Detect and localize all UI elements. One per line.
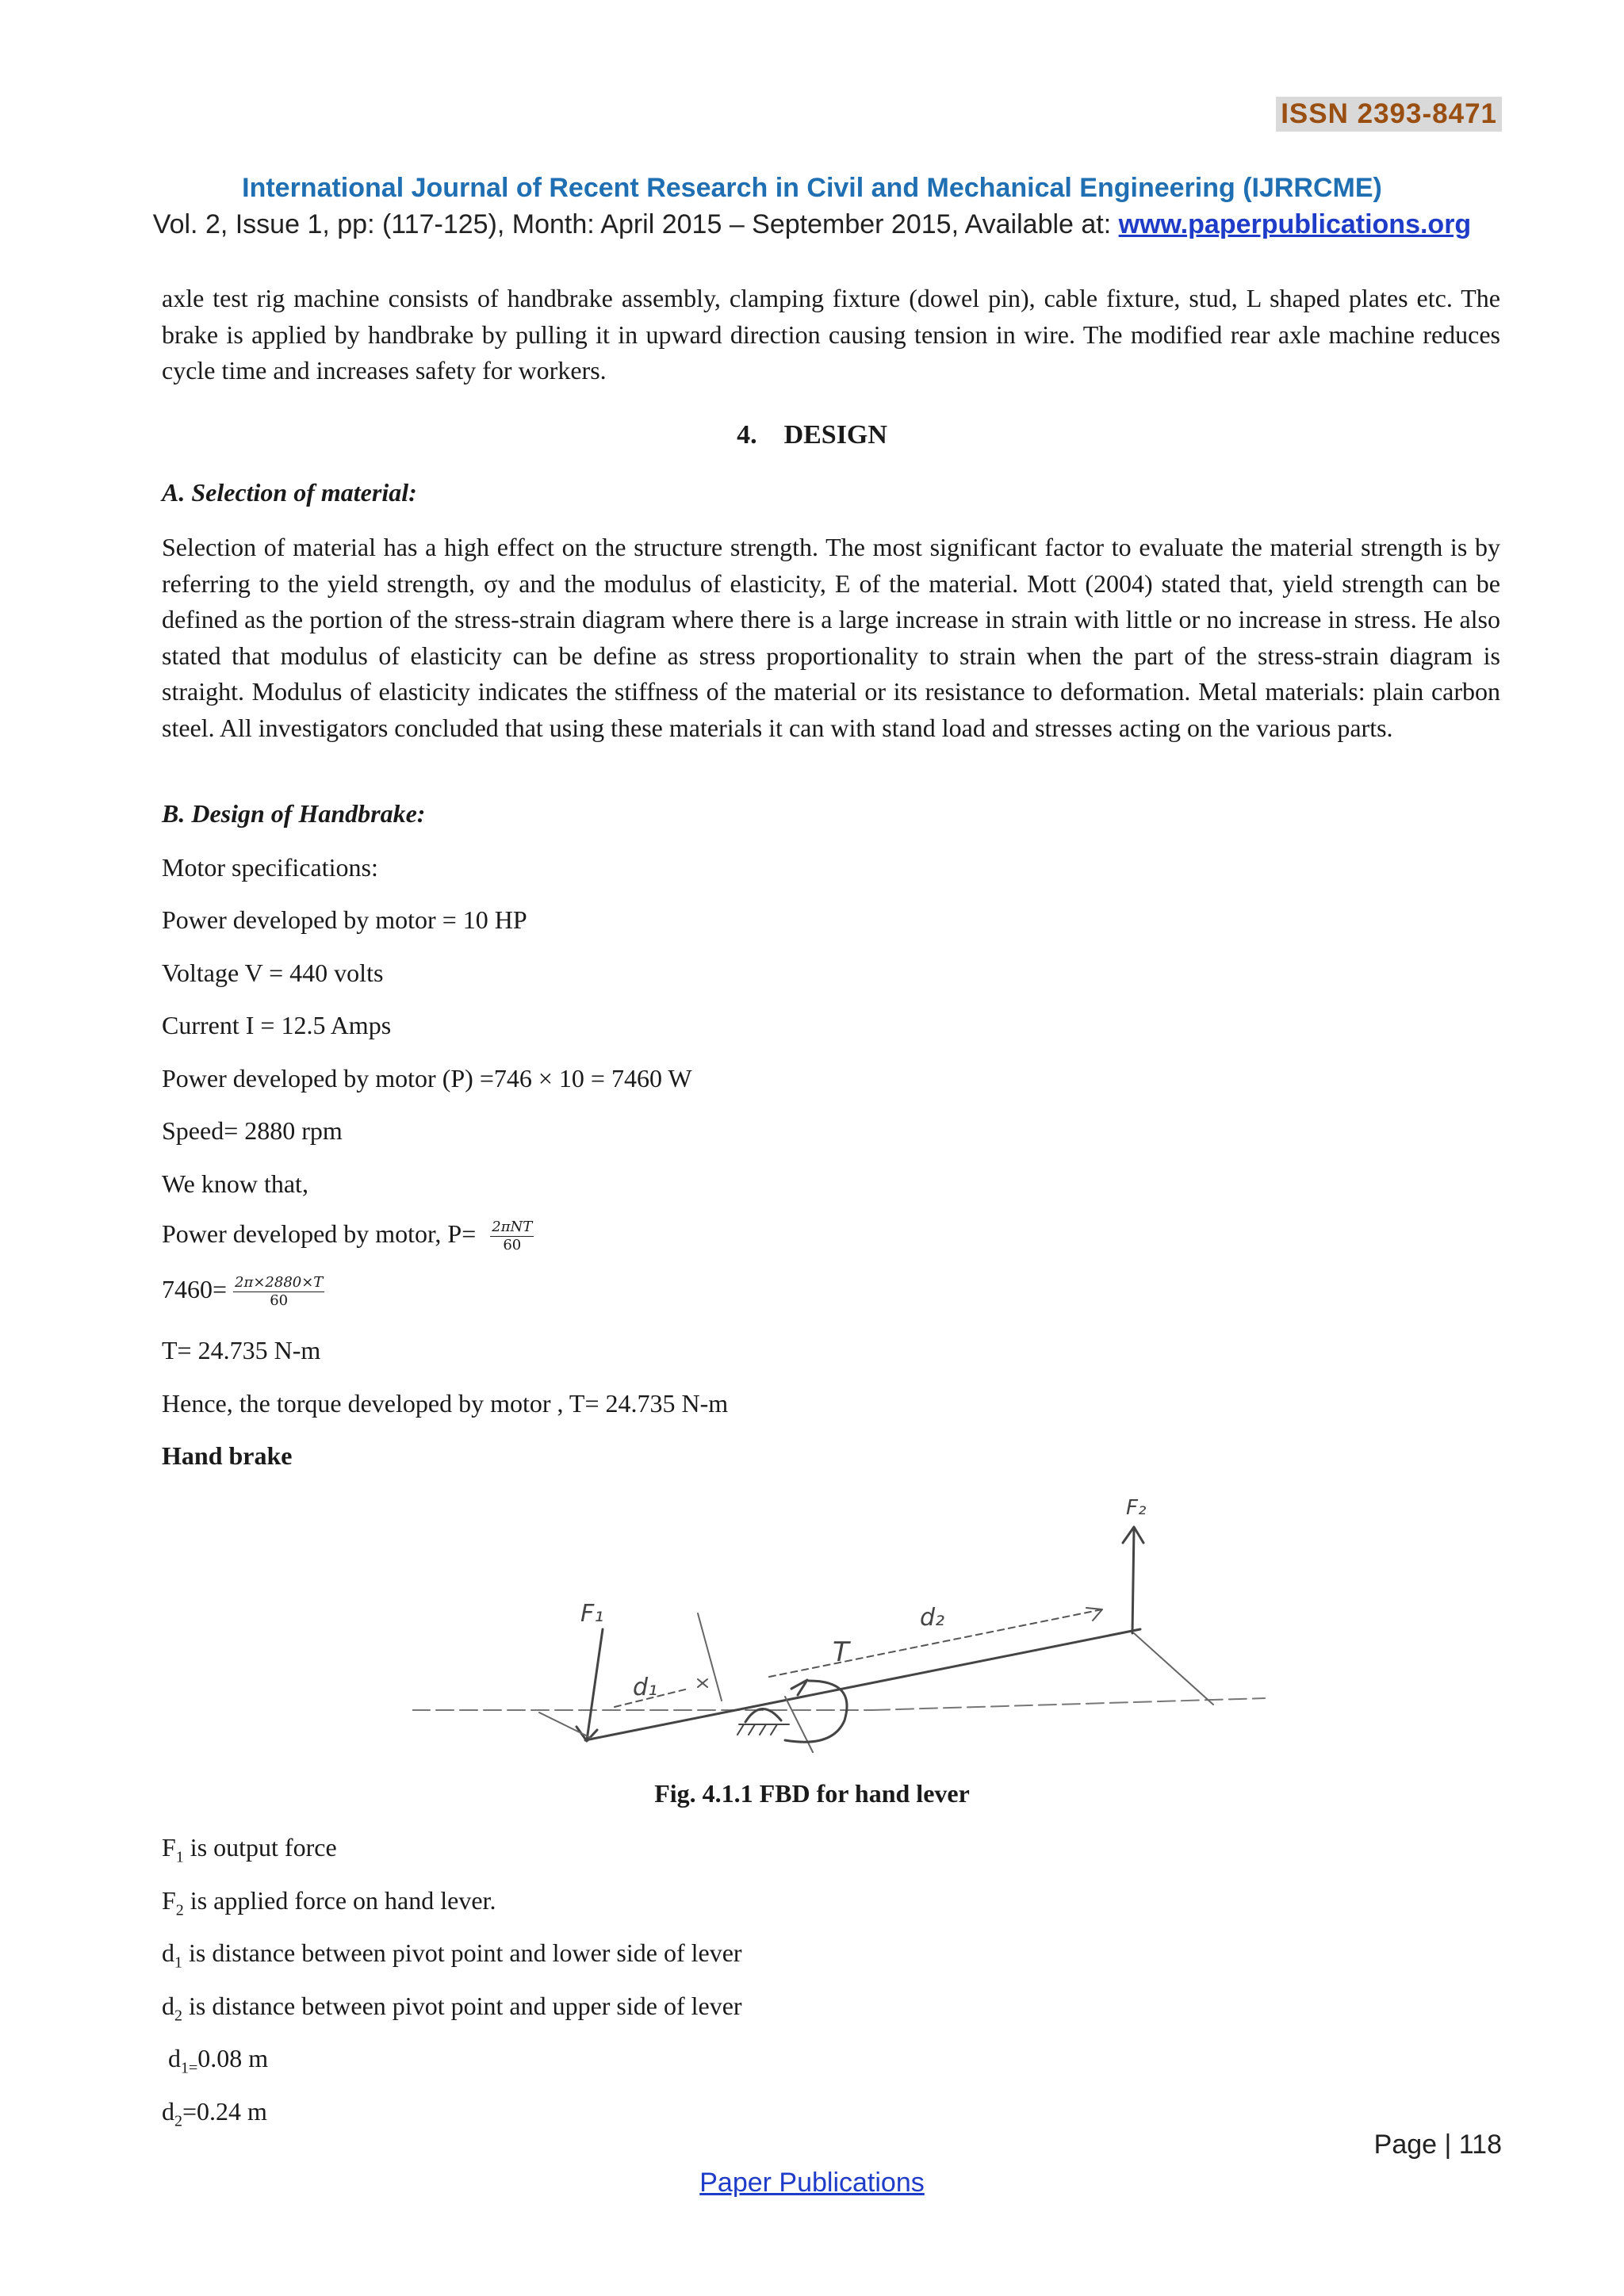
- calc-fraction-numerator: 2π×2880×T: [235, 1274, 324, 1292]
- voltage-line: Voltage V = 440 volts: [162, 959, 384, 987]
- f2-arrow-shaft: [1132, 1529, 1134, 1633]
- torque-arrow-head: [791, 1680, 807, 1695]
- ground-line-right: [872, 1698, 1265, 1710]
- calc-fraction: [233, 1274, 324, 1310]
- subsection-a-text: Selection of material has a high effect on the structure strength. The most significant factor to evaluate the material strength is by referring to the yield strength, σy and the modulus of elasticity, E of the material. Mott (2004) stated that, yield strength can be defined as the portion of the stress-strain diagram where there is a large increase in strain with little or no increase in stress. He also stated that modulus of elasticity can be define as stress proportionality to strain when the part of the stress-strain diagram is straight. Modulus of elasticity indicates the stiffness of the material or its resistance to deformation. Metal materials: plain carbon steel. All investigators concluded that using these materials it can with stand load and stresses acting on the various parts.: [162, 533, 1500, 742]
- f1-arrow-shaft: [587, 1629, 603, 1740]
- calc-fraction-denominator: 60: [270, 1292, 289, 1310]
- torque-line: T= 24.735 N-m: [162, 1336, 321, 1364]
- power-fraction-denominator: 60: [503, 1237, 522, 1254]
- motor-spec-heading: Motor specifications:: [162, 853, 378, 882]
- subsection-b-title: B. Design of Handbrake:: [162, 799, 426, 828]
- d1-label: d₁: [633, 1674, 658, 1701]
- value-d2: $d_2=0.24$ m: [162, 2097, 267, 2130]
- figure-caption: Fig. 4.1.1 FBD for hand lever: [654, 1779, 970, 1808]
- intro-paragraph: axle test rig machine consists of handbrake assembly, clamping fixture (dowel pin), cable fixture, stud, L shaped plates etc. The brake is applied by handbrake by pulling it in upward direction causing tension in wire. The modified rear axle machine reduces cycle time and increases safety for workers.: [162, 284, 1500, 385]
- torque-conclusion: Hence, the torque developed by motor , T= 24.735 N-m: [162, 1389, 729, 1418]
- speed-line: Speed= 2880 rpm: [162, 1116, 343, 1145]
- section-heading: 4. DESIGN: [737, 420, 887, 450]
- footer: [0, 2168, 1624, 2198]
- hand-brake-heading: Hand brake: [162, 1441, 293, 1470]
- calc-equation-label: 7460=: [162, 1275, 234, 1303]
- journal-title: International Journal of Recent Research in Civil and Mechanical Engineering (IJRRCME): [242, 173, 1382, 203]
- calc-equation: [162, 1273, 324, 1310]
- torque-label: T: [833, 1636, 849, 1668]
- value-d1: $d_{1=}0.08$ m: [168, 2044, 269, 2077]
- d2-label: d₂: [920, 1604, 945, 1632]
- current-line: Current I = 12.5 Amps: [162, 1011, 392, 1039]
- power-equation-label: Power developed by motor, P=: [162, 1219, 483, 1248]
- construction-line-mid: [698, 1613, 722, 1701]
- power-fraction: [490, 1219, 534, 1254]
- volume-info: [0, 209, 1624, 240]
- footer-link[interactable]: Paper Publications: [699, 2168, 925, 2198]
- lever-line: [585, 1629, 1140, 1740]
- f1-label: F₁: [580, 1600, 604, 1628]
- power-fraction-numerator: 2πNT: [492, 1219, 533, 1236]
- definition-d1: $d_1$ is distance between pivot point and lower side of lever: [162, 1938, 742, 1972]
- d2-arrow-head: [1086, 1608, 1102, 1621]
- f2-label: F₂: [1126, 1496, 1147, 1520]
- construction-line-left: [539, 1712, 591, 1738]
- page-number: Page | 118: [1373, 2130, 1502, 2160]
- website-link[interactable]: www.paperpublications.org: [1118, 209, 1472, 239]
- power-hp-line: Power developed by motor = 10 HP: [162, 905, 527, 934]
- definition-f2: $F_2$ is applied force on hand lever.: [162, 1886, 496, 1919]
- fbd-hand-lever-figure: [412, 1483, 1269, 1756]
- construction-line-right: [1134, 1633, 1213, 1705]
- we-know-line: We know that,: [162, 1169, 308, 1198]
- power-equation: [162, 1218, 534, 1254]
- power-watts-line: Power developed by motor (P) =746 × 10 = 7460 W: [162, 1064, 692, 1093]
- definition-f1: $F_1$ is output force: [162, 1833, 337, 1866]
- definition-d2: $d_2$ is distance between pivot point and upper side of lever: [162, 1992, 742, 2025]
- issn-label: ISSN 2393-8471: [1276, 97, 1502, 132]
- volume-text: Vol. 2, Issue 1, pp: (117-125), Month: April 2015 – September 2015, Available at:: [152, 209, 1119, 239]
- subsection-a-title: A. Selection of material:: [162, 478, 417, 507]
